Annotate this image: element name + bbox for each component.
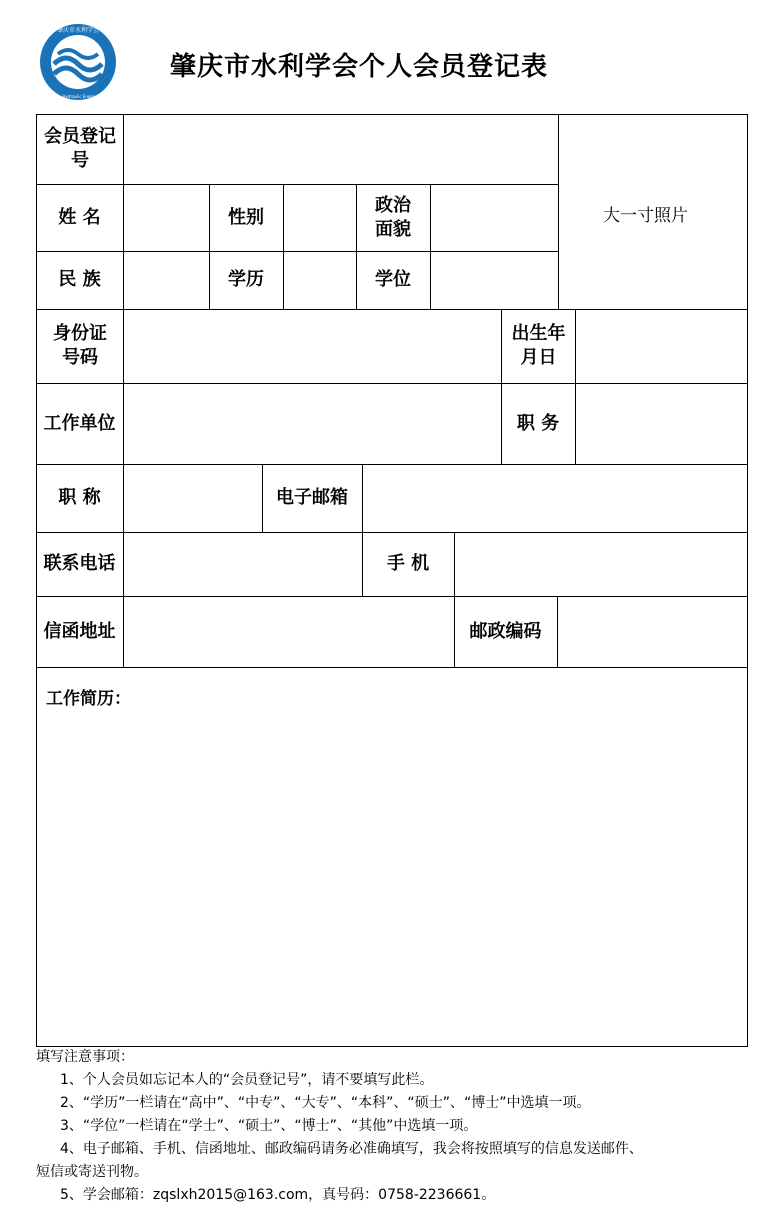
note-item: 5、学会邮箱：zqslxh2015@163.com，真号码：0758-2236661。 (60, 1187, 496, 1203)
logo-ring-text: Zhaoqing City Hydraulic Engineering Society (33, 94, 123, 99)
input-phone[interactable] (124, 533, 362, 596)
logo-center-text: 肇庆市水利学会 (56, 27, 100, 34)
photo-placeholder: 大一寸照片 (603, 206, 688, 226)
label-education: 学历 (228, 269, 264, 290)
input-postcode[interactable] (558, 597, 747, 667)
input-ethnicity[interactable] (124, 252, 209, 309)
input-name[interactable] (124, 185, 209, 251)
input-position[interactable] (576, 384, 747, 464)
label-resume: 工作简历： (46, 689, 131, 709)
note-item: 3、“学位”一栏请在“学士”、“硕士”、“博士”、“其他”中选填一项。 (60, 1118, 478, 1134)
label-phone: 联系电话 (43, 553, 116, 574)
input-email[interactable] (363, 465, 747, 532)
input-degree[interactable] (431, 252, 558, 309)
label-email: 电子邮箱 (276, 487, 348, 508)
label-title-rank: 职 称 (58, 487, 101, 508)
input-work-unit[interactable] (124, 384, 501, 464)
input-education[interactable] (284, 252, 356, 309)
label-birth: 出生年月日 (511, 323, 566, 368)
note-item: 2、“学历”一栏请在“高中”、“中专”、“大专”、“本科”、“硕士”、“博士”中选填一项。 (60, 1095, 591, 1111)
notes-section (36, 1046, 756, 1207)
input-id-number[interactable] (124, 310, 501, 383)
label-gender: 性别 (228, 206, 264, 228)
label-ethnicity: 民 族 (58, 269, 101, 290)
notes-heading: 填写注意事项： (36, 1049, 134, 1065)
label-work-unit: 工作单位 (43, 412, 116, 434)
label-degree: 学位 (375, 269, 411, 290)
label-address: 信函地址 (43, 620, 116, 642)
row-line (36, 667, 748, 668)
input-mobile[interactable] (455, 533, 747, 596)
label-member-no: 会员登记号 (44, 126, 116, 171)
input-political[interactable] (431, 185, 558, 251)
label-postcode: 邮政编码 (469, 620, 542, 642)
label-id-number: 身份证号码 (53, 323, 107, 368)
society-logo (33, 22, 123, 102)
label-name: 姓 名 (58, 206, 101, 228)
label-political: 政治面貌 (375, 194, 411, 240)
input-member-no[interactable] (124, 115, 558, 184)
photo-slot[interactable] (559, 115, 747, 309)
input-birth[interactable] (576, 310, 747, 383)
note-item: 1、个人会员如忘记本人的“会员登记号”，请不要填写此栏。 (60, 1072, 434, 1088)
page-title: 肇庆市水利学会个人会员登记表 (170, 52, 549, 82)
note-item-cont: 短信或寄送刊物。 (36, 1164, 148, 1180)
label-mobile: 手 机 (386, 553, 430, 574)
input-gender[interactable] (284, 185, 356, 251)
label-position: 职 务 (516, 412, 560, 434)
input-resume[interactable] (37, 710, 747, 1046)
input-address[interactable] (124, 597, 454, 667)
note-item: 4、电子邮箱、手机、信函地址、邮政编码请务必准确填写，我会将按照填写的信息发送邮件、 (60, 1141, 643, 1157)
input-title-rank[interactable] (124, 465, 262, 532)
